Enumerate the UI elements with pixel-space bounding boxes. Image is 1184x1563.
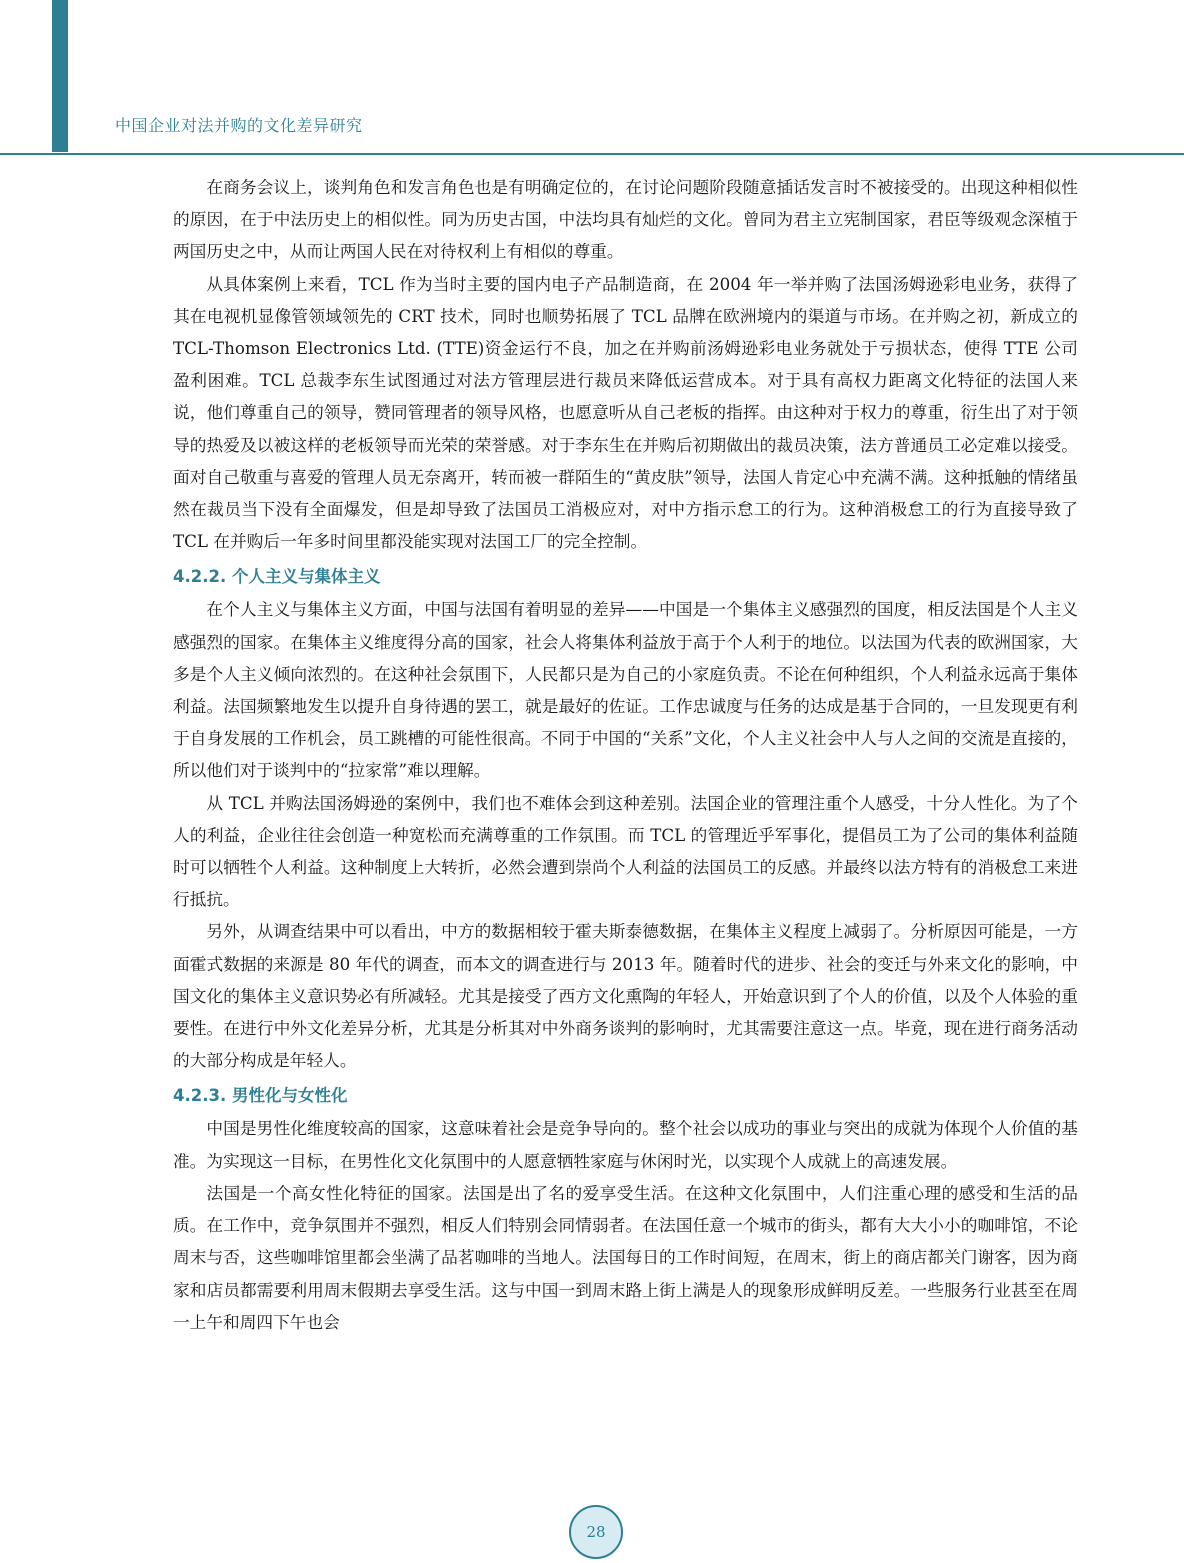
paragraph: 从 TCL 并购法国汤姆逊的案例中，我们也不难体会到这种差别。法国企业的管理注重个人感受，十分人性化。为了个人的利益，企业往往会创造一种宽松而充满尊重的工作氛围。而 TCL 的管理近乎军事化，提倡员工为了公司的集体利益随时可以牺牲个人利益。这种制度上大转折，必然会遭到崇尚个人利益的法国员工的反感。并最终以法方特有的消极怠工来进行抵抗。	[173, 792, 1078, 910]
paragraph: 另外，从调查结果中可以看出，中方的数据相较于霍夫斯泰德数据，在集体主义程度上减弱了。分析原因可能是，一方面霍式数据的来源是 80 年代的调查，而本文的调查进行与 2013 年。随着时代的进步、社会的变迁与外来文化的影响，中国文化的集体主义意识势必有所减轻。尤其是接受了西方文化熏陶的年轻人，开始意识到了个人的价值，以及个人体验的重要性。在进行中外文化差异分析，尤其是分析其对中外商务谈判的影响时，尤其需要注意这一点。毕竟，现在进行商务活动的大部分构成是年轻人。	[173, 921, 1078, 1071]
header-accent-bar	[52, 0, 68, 152]
header-divider	[0, 153, 1184, 155]
running-title: 中国企业对法并购的文化差异研究	[115, 116, 363, 135]
section-heading: 4.2.3. 男性化与女性化	[173, 1086, 348, 1106]
paragraph: 法国是一个高女性化特征的国家。法国是出了名的爱享受生活。在这种文化氛围中，人们注重心理的感受和生活的品质。在工作中，竞争氛围并不强烈，相反人们特别会同情弱者。在法国任意一个城市的街头，都有大大小小的咖啡馆，不论周末与否，这些咖啡馆里都会坐满了品茗咖啡的当地人。法国每日的工作时间短，在周末，街上的商店都关门谢客，因为商家和店员都需要利用周末假期去享受生活。这与中国一到周末路上街上满是人的现象形成鲜明反差。一些服务行业甚至在周一上午和周四下午也会	[173, 1182, 1078, 1332]
paragraph: 在个人主义与集体主义方面，中国与法国有着明显的差异——中国是一个集体主义感强烈的国度，相反法国是个人主义感强烈的国家。在集体主义维度得分高的国家，社会人将集体利益放于高于个人利于的地位。以法国为代表的欧洲国家，大多是个人主义倾向浓烈的。在这种社会氛围下，人民都只是为自己的小家庭负责。不论在何种组织，个人利益永远高于集体利益。法国频繁地发生以提升自身待遇的罢工，就是最好的佐证。工作忠诚度与任务的达成是基于合同的，一旦发现更有利于自身发展的工作机会，员工跳槽的可能性很高。不同于中国的“关系”文化，个人主义社会中人与人之间的交流是直接的，所以他们对于谈判中的“拉家常”难以理解。	[173, 599, 1078, 781]
paragraph: 从具体案例上来看，TCL 作为当时主要的国内电子产品制造商，在 2004 年一举并购了法国汤姆逊彩电业务，获得了其在电视机显像管领域领先的 CRT 技术，同时也顺势拓展了 TCL 品牌在欧洲境内的渠道与市场。在并购之初，新成立的 TCL-Thomson Electronics Ltd. (TTE)资金运行不良，加之在并购前汤姆逊彩电业务就处于亏损状态，使得 TTE 公司盈利困难。TCL 总裁李东生试图通过对法方管理层进行裁员来降低运营成本。对于具有高权力距离文化特征的法国人来说，他们尊重自己的领导，赞同管理者的领导风格，也愿意听从自己老板的指挥。由这种对于权力的尊重，衍生出了对于领导的热爱及以被这样的老板领导而光荣的荣誉感。对于李东生在并购后初期做出的裁员决策，法方普通员工必定难以接受。面对自己敬重与喜爱的管理人员无奈离开，转而被一群陌生的“黄皮肤”领导，法国人肯定心中充满不满。这种抵触的情绪虽然在裁员当下没有全面爆发，但是却导致了法国员工消极应对，对中方指示怠工的行为。这种消极怠工的行为直接导致了 TCL 在并购后一年多时间里都没能实现对法国工厂的完全控制。	[173, 273, 1078, 552]
paragraph: 在商务会议上，谈判角色和发言角色也是有明确定位的，在讨论问题阶段随意插话发言时不被接受的。出现这种相似性的原因，在于中法历史上的相似性。同为历史古国，中法均具有灿烂的文化。曾同为君主立宪制国家，君臣等级观念深植于两国历史之中，从而让两国人民在对待权利上有相似的尊重。	[173, 177, 1078, 262]
section-heading: 4.2.2. 个人主义与集体主义	[173, 567, 381, 587]
paragraph: 中国是男性化维度较高的国家，这意味着社会是竞争导向的。整个社会以成功的事业与突出的成就为体现个人价值的基准。为实现这一目标，在男性化文化氛围中的人愿意牺牲家庭与休闲时光，以实现个人成就上的高速发展。	[173, 1118, 1078, 1171]
page-number: 28	[569, 1505, 623, 1559]
article-body	[173, 171, 1078, 1338]
